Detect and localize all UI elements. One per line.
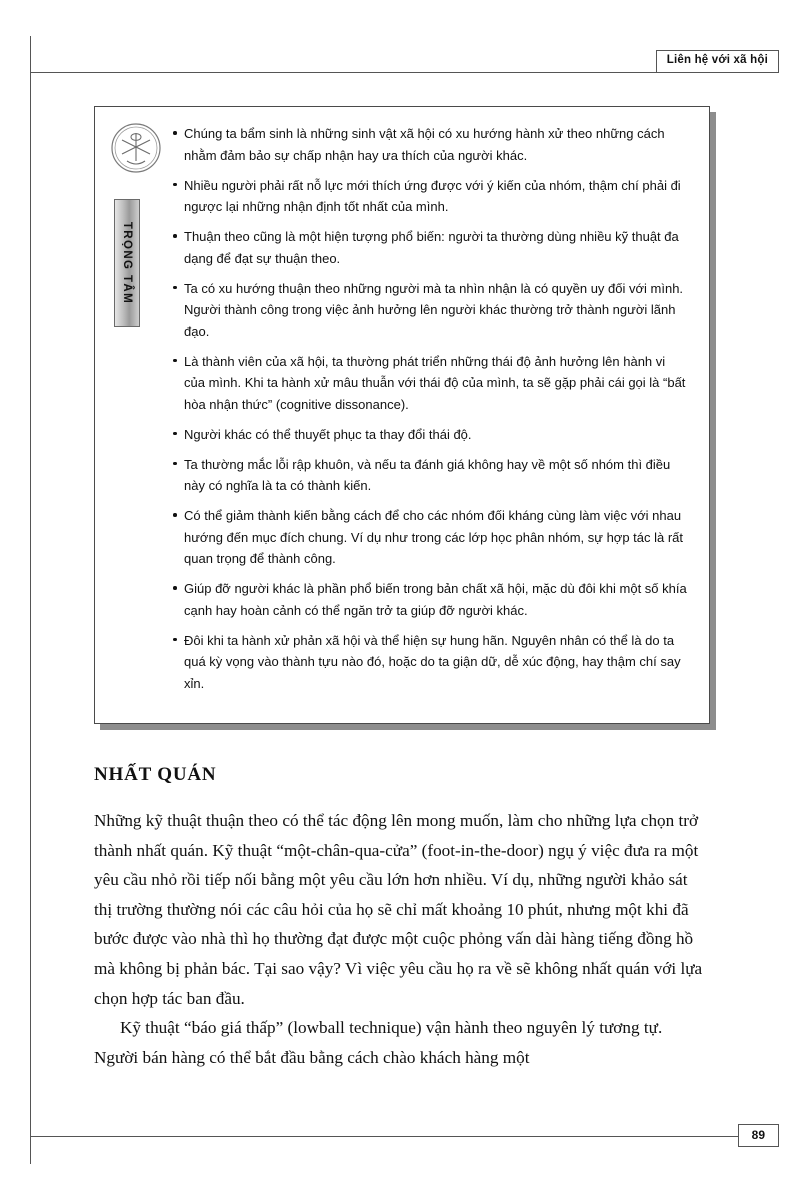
callout-list — [173, 123, 689, 703]
list-item — [173, 226, 689, 269]
list-item — [173, 123, 689, 166]
bullet-icon — [173, 359, 177, 363]
list-item — [173, 175, 689, 218]
list-item-text: Có thể giảm thành kiến bằng cách để cho các nhóm đối kháng cùng làm việc với nhau hướng đến mục đích chung. Ví dụ như trong các lớp học phân nhóm, sự hợp tác là rất quan trọng để thành công. — [184, 508, 684, 566]
paragraph: Những kỹ thuật thuận theo có thể tác động lên mong muốn, làm cho những lựa chọn trở thành nhất quán. Kỹ thuật “một-chân-qua-cửa” (foot-in-the-door) ngụ ý việc đưa ra một yêu cầu nhỏ rồi tiếp nối bằng một yêu cầu lớn hơn nhiều. Ví dụ, những người khảo sát thị trường thường nói các câu hỏi của họ sẽ chỉ mất khoảng 10 phút, nhưng một khi đã bước được vào nhà thì họ thường đạt được một cuộc phỏng vấn dài hàng tiếng đồng hồ mà không bị phản bác. Tại sao vậy? Vì việc yêu cầu họ ra về sẽ không nhất quán với lựa chọn hợp tác ban đầu. — [94, 811, 703, 1008]
list-item-text: Đôi khi ta hành xử phản xã hội và thể hiện sự hung hãn. Nguyên nhân có thể là do ta quá kỳ vọng vào thành tựu nào đó, hoặc do ta giận dữ, dễ xúc động, hay thậm chí say xỉn. — [184, 632, 681, 691]
bullet-icon — [173, 432, 177, 436]
list-item-text: Là thành viên của xã hội, ta thường phát triển những thái độ ảnh hưởng lên hành vi của mình. Khi ta hành xử mâu thuẫn với thái độ của mình, ta sẽ gặp phải cái gọi là “bất hòa nhận thức” (cognitive dissonance). — [184, 353, 686, 412]
list-item-text: Giúp đỡ người khác là phần phổ biến trong bản chất xã hội, mặc dù đôi khi một số khía cạnh hay hoàn cảnh có thể ngăn trở ta giúp đỡ người khác. — [184, 581, 687, 618]
paragraph: Kỹ thuật “báo giá thấp” (lowball technique) vận hành theo nguyên lý tương tự. Người bán hàng có thể bắt đầu bằng cách chào khách hàng một — [94, 1018, 663, 1067]
body-text — [94, 806, 706, 1072]
bullet-icon — [173, 286, 177, 290]
list-item-text: Ta thường mắc lỗi rập khuôn, và nếu ta đánh giá không hay về một số nhóm thì điều này có nghĩa là ta có thành kiến. — [184, 456, 671, 493]
list-item-text: Người khác có thể thuyết phục ta thay đổi thái độ. — [184, 426, 472, 442]
list-item — [173, 578, 689, 621]
running-head: Liên hệ với xã hội — [656, 50, 779, 73]
list-item — [173, 278, 689, 343]
bullet-icon — [173, 462, 177, 466]
list-item — [173, 351, 689, 416]
list-item — [173, 424, 689, 446]
callout-tab-label: TRỌNG TÂM — [121, 221, 133, 305]
list-item — [173, 454, 689, 497]
section-heading: NHẤT QUÁN — [94, 764, 217, 785]
list-item-text: Ta có xu hướng thuận theo những người mà ta nhìn nhận là có quyền uy đối với mình. Người thành công trong việc ảnh hưởng lên người khác thường trở thành người lãnh đạo. — [184, 280, 684, 339]
list-item — [173, 630, 689, 695]
bullet-icon — [173, 586, 177, 590]
list-item-text: Chúng ta bẩm sinh là những sinh vật xã hội có xu hướng hành xử theo những cách nhằm đảm bảo sự chấp nhận hay ưa thích của người khác. — [184, 126, 665, 163]
list-item-text: Nhiều người phải rất nỗ lực mới thích ứng được với ý kiến của nhóm, thậm chí phải đi ngược lại những nhận định tốt nhất của mình. — [184, 177, 681, 214]
bullet-icon — [173, 183, 177, 187]
bullet-icon — [173, 131, 177, 135]
left-margin-rule — [30, 36, 31, 1164]
page-number: 89 — [738, 1124, 779, 1147]
list-item — [173, 505, 689, 570]
bullet-icon — [173, 638, 177, 642]
callout-tab — [114, 199, 140, 327]
bullet-icon — [173, 234, 177, 238]
bullet-icon — [173, 513, 177, 517]
list-item-text: Thuận theo cũng là một hiện tượng phổ biến: người ta thường dùng nhiều kỹ thuật đa dạng để đạt sự thuận theo. — [184, 229, 679, 266]
key-points-callout — [94, 106, 710, 724]
footer-rule — [31, 1136, 779, 1137]
scales-emblem-icon — [109, 121, 163, 175]
